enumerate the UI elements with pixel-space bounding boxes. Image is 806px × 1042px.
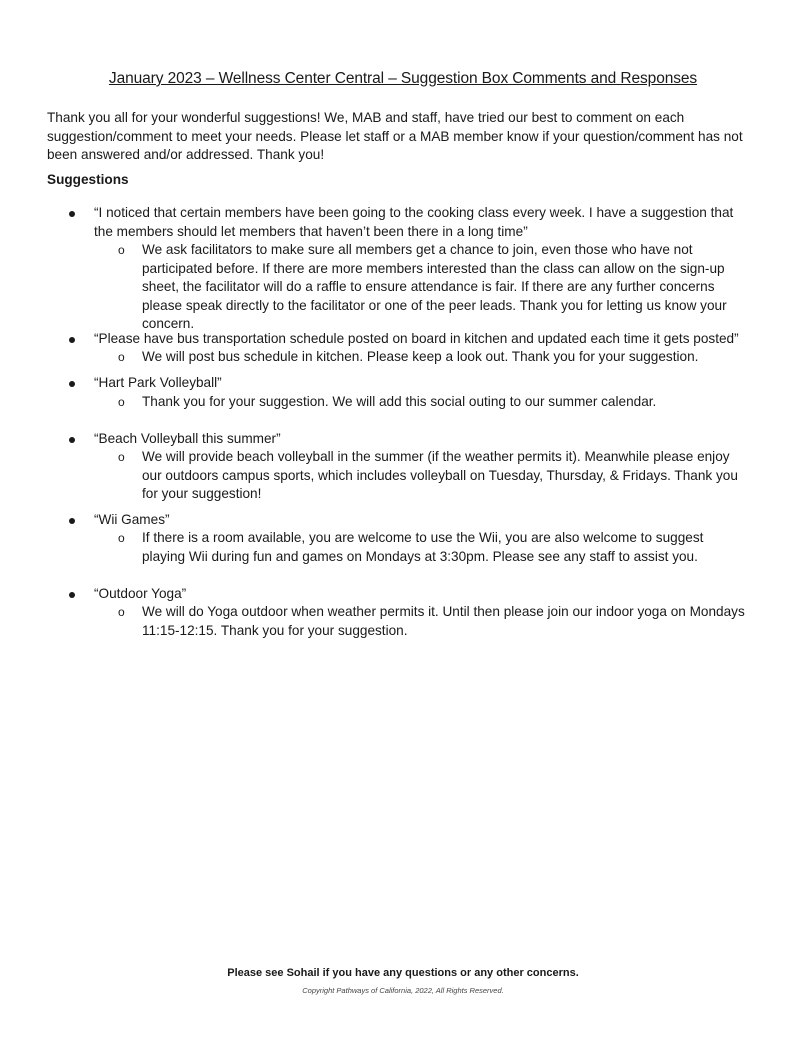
- response-text: We will provide beach volleyball in the summer (if the weather permits it). Meanwhile please enjoy our outdoors campus sports, which includes volleyball on Tuesday, Thursday, & Fridays. Thank you for your suggestion!: [142, 449, 738, 502]
- intro-paragraph: Thank you all for your wonderful suggestions! We, MAB and staff, have tried our best to comment on each suggestion/comment to meet your needs. Please let staff or a MAB member know if your question/comment has not been answered and/or addressed. Thank you!: [47, 110, 743, 163]
- footer-note: Please see Sohail if you have any questions or any other concerns.: [227, 967, 579, 979]
- response-text: If there is a room available, you are welcome to use the Wii, you are also welcome to suggest playing Wii during fun and games on Mondays at 3:30pm. Please see any staff to assist you.: [142, 530, 704, 564]
- hollow-bullet-icon: o: [118, 605, 125, 619]
- response-text: We ask facilitators to make sure all members get a chance to join, even those who have not participated before. If there are more members interested than the class can allow on the sign-up sheet, the facilitator will do a raffle to ensure attendance is fair. If there are any further concerns please speak directly to the facilitator or one of the peer leads. Thank you for letting us know your concern.: [142, 242, 727, 332]
- bullet-icon: [69, 381, 75, 387]
- hollow-bullet-icon: o: [118, 450, 125, 464]
- response-text: Thank you for your suggestion. We will add this social outing to our summer calendar.: [142, 394, 657, 409]
- section-heading: Suggestions: [47, 172, 129, 187]
- suggestion-text: “I noticed that certain members have been going to the cooking class every week. I have a suggestion that the members should let members that haven’t been there in a long time”: [94, 205, 734, 239]
- document-title: January 2023 – Wellness Center Central – Suggestion Box Comments and Responses: [108, 70, 698, 87]
- suggestion-text: “Beach Volleyball this summer”: [94, 431, 281, 446]
- bullet-icon: [69, 437, 75, 443]
- suggestion-text: “Outdoor Yoga”: [94, 586, 187, 601]
- hollow-bullet-icon: o: [118, 243, 125, 257]
- response-text: We will post bus schedule in kitchen. Please keep a look out. Thank you for your suggestion.: [142, 349, 699, 364]
- hollow-bullet-icon: o: [118, 350, 125, 364]
- copyright-notice: Copyright Pathways of California, 2022, All Rights Reserved.: [302, 986, 504, 995]
- bullet-icon: [69, 211, 75, 217]
- bullet-icon: [69, 592, 75, 598]
- suggestion-text: “Please have bus transportation schedule posted on board in kitchen and updated each time it gets posted”: [94, 331, 739, 346]
- hollow-bullet-icon: o: [118, 395, 125, 409]
- bullet-icon: [69, 518, 75, 524]
- hollow-bullet-icon: o: [118, 531, 125, 545]
- response-text: We will do Yoga outdoor when weather permits it. Until then please join our indoor yoga on Mondays 11:15-12:15. Thank you for your suggestion.: [142, 604, 745, 638]
- suggestion-text: “Hart Park Volleyball”: [94, 375, 222, 390]
- bullet-icon: [69, 337, 75, 343]
- suggestion-text: “Wii Games”: [94, 512, 170, 527]
